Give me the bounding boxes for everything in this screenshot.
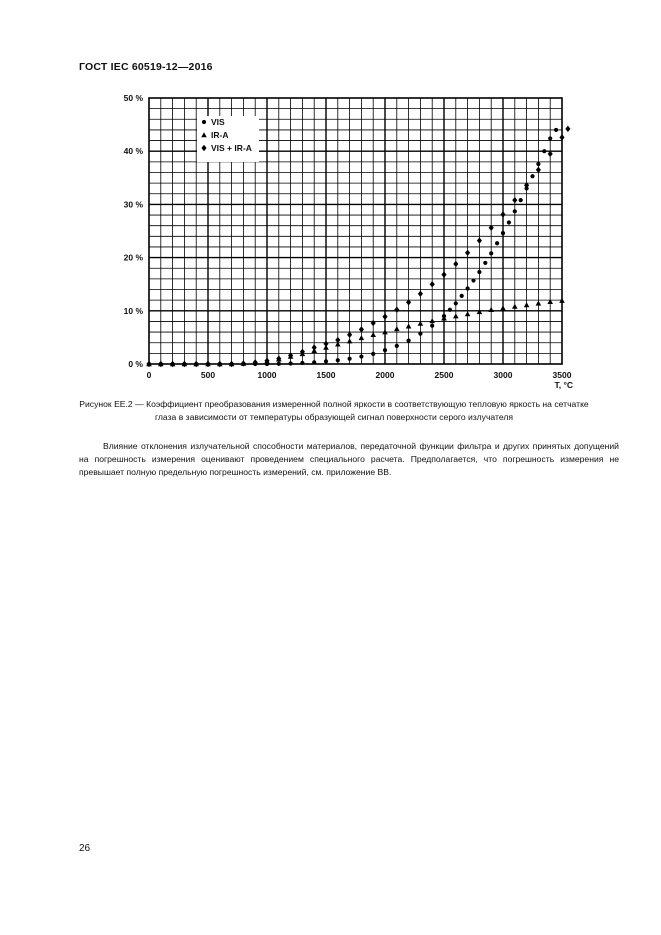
body-paragraph: Влияние отклонения излучательной способности материалов, передаточной функции фильтра и других принятых допущений на погрешность измерения оценивают проведением специального расчета. Предполагается, что погрешность измерения не превышает полную предельную погрешность измерений, см. приложение ВВ. xyxy=(79,441,619,477)
y-tick-label: 20 % xyxy=(123,252,143,263)
data-point-vis xyxy=(501,231,505,235)
data-point-vis-ir-a xyxy=(146,361,151,367)
data-point-vis-ir-a xyxy=(418,291,423,297)
data-point-vis-ir-a xyxy=(500,211,505,217)
data-point-vis-ir-a xyxy=(323,341,328,347)
x-axis-ticks xyxy=(147,370,572,380)
data-point-vis-ir-a xyxy=(465,250,470,256)
x-tick-label: 3500 xyxy=(552,370,572,380)
data-point-ir-a xyxy=(488,307,494,312)
data-point-vis xyxy=(548,136,552,140)
data-point-vis xyxy=(507,220,511,224)
data-point-vis-ir-a xyxy=(170,361,175,367)
data-point-vis-ir-a xyxy=(394,307,399,313)
data-point-vis xyxy=(519,198,523,202)
data-point-vis-ir-a xyxy=(335,337,340,343)
data-point-ir-a xyxy=(547,299,553,304)
data-point-vis xyxy=(483,261,487,265)
data-point-vis-ir-a xyxy=(205,361,210,367)
x-tick-label: 0 xyxy=(146,370,152,380)
data-point-ir-a xyxy=(394,326,400,331)
data-point-vis xyxy=(359,354,363,358)
data-point-vis xyxy=(430,324,434,328)
data-point-vis-ir-a xyxy=(382,313,387,319)
data-point-vis-ir-a xyxy=(430,281,435,287)
data-point-vis xyxy=(289,361,293,365)
data-point-vis xyxy=(495,241,499,245)
data-point-vis-ir-a xyxy=(347,332,352,338)
data-point-ir-a xyxy=(453,313,459,318)
data-point-ir-a xyxy=(465,311,471,316)
data-point-vis-ir-a xyxy=(477,237,482,243)
data-point-vis xyxy=(407,338,411,342)
data-point-vis xyxy=(454,301,458,305)
data-point-vis xyxy=(466,286,470,290)
data-point-ir-a xyxy=(359,335,365,340)
data-point-vis-ir-a xyxy=(536,167,541,173)
data-point-ir-a xyxy=(406,323,412,328)
legend xyxy=(197,116,259,162)
data-point-vis xyxy=(471,278,475,282)
data-point-vis xyxy=(383,348,387,352)
data-point-vis xyxy=(371,352,375,356)
x-tick-label: 3000 xyxy=(493,370,513,380)
data-point-vis xyxy=(300,361,304,365)
data-point-vis xyxy=(312,360,316,364)
data-point-ir-a xyxy=(477,309,483,314)
x-tick-label: 500 xyxy=(200,370,216,380)
data-point-vis-ir-a xyxy=(217,361,222,367)
data-point-vis-ir-a xyxy=(182,361,187,367)
data-point-vis xyxy=(542,149,546,153)
y-tick-label: 40 % xyxy=(123,146,143,157)
x-tick-label: 1000 xyxy=(257,370,277,380)
data-point-vis xyxy=(448,308,452,312)
data-point-vis-ir-a xyxy=(229,361,234,367)
legend-label: VIS + IR-A xyxy=(211,143,252,153)
document-header: ГОСТ IEC 60519-12—2016 xyxy=(79,61,213,73)
data-point-vis xyxy=(489,251,493,255)
x-tick-label: 2000 xyxy=(375,370,395,380)
data-point-vis xyxy=(395,344,399,348)
x-tick-label: 2500 xyxy=(434,370,454,380)
data-point-vis xyxy=(418,332,422,336)
data-point-vis-ir-a xyxy=(359,326,364,332)
data-point-vis-ir-a xyxy=(559,134,564,140)
data-point-vis xyxy=(324,359,328,363)
y-tick-label: 30 % xyxy=(123,199,143,210)
data-point-vis xyxy=(336,358,340,362)
y-tick-label: 10 % xyxy=(123,305,143,316)
data-point-vis-ir-a xyxy=(441,271,446,277)
data-point-vis xyxy=(477,270,481,274)
data-point-ir-a xyxy=(512,304,518,309)
data-point-vis-ir-a xyxy=(194,361,199,367)
page-number: 26 xyxy=(79,843,91,854)
data-point-vis-ir-a xyxy=(158,361,163,367)
y-tick-label: 50 % xyxy=(123,93,143,103)
data-point-vis-ir-a xyxy=(565,126,570,132)
data-point-vis xyxy=(530,174,534,178)
data-point-vis-ir-a xyxy=(300,349,305,355)
data-point-ir-a xyxy=(347,338,353,343)
data-point-vis-ir-a xyxy=(312,344,317,350)
y-axis-ticks xyxy=(124,93,144,369)
data-point-ir-a xyxy=(500,305,506,310)
data-point-vis xyxy=(348,357,352,361)
data-point-vis-ir-a xyxy=(371,320,376,326)
data-point-ir-a xyxy=(536,301,542,306)
y-tick-label: 0 % xyxy=(128,359,143,369)
data-point-vis xyxy=(554,128,558,132)
data-point-vis xyxy=(277,362,281,366)
data-point-vis-ir-a xyxy=(453,261,458,267)
chart xyxy=(0,0,661,400)
data-point-ir-a xyxy=(429,318,435,323)
data-point-ir-a xyxy=(370,332,376,337)
data-point-vis xyxy=(513,209,517,213)
x-axis-label: T, °C xyxy=(554,380,573,390)
x-tick-label: 1500 xyxy=(316,370,336,380)
figure-caption: Рисунок ЕЕ.2 — Коэффициент преобразования измеренной полной яркости в соответствующую тепловую яркость на сетчатке глаза в зависимости от температуры образующей сигнал поверхности серого излучателя xyxy=(79,399,589,422)
legend-marker xyxy=(202,120,206,124)
legend-label: VIS xyxy=(211,117,225,127)
data-point-vis xyxy=(460,294,464,298)
legend-label: IR-A xyxy=(211,130,229,140)
data-point-vis-ir-a xyxy=(512,197,517,203)
data-point-ir-a xyxy=(524,302,530,307)
data-point-vis xyxy=(536,162,540,166)
